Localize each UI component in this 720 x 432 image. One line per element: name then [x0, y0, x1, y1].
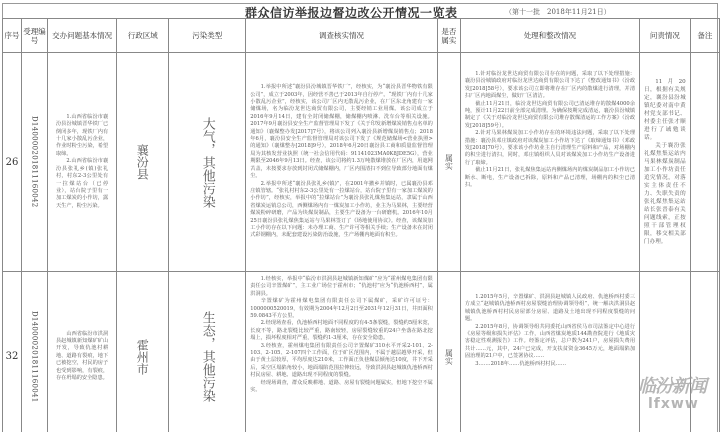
page-title: 群众信访举报边督边改公开情况一览表 — [245, 6, 458, 20]
investigation-para: 辛置煤矿为霍州煤电集团有限责任公司下属煤矿，采矿许可证号：1000000520019，有效期为2004年12月2日至2031年12月31日，井田面积59.0843平方公里。 — [250, 298, 433, 320]
investigation-para: 3.经核查，霍州煤电集团有限责任公司辛置煤矿310水平开采2-101、2-103、2-105、2-107四个工作面，位于矿区范围内，不属于越层越界开采，但由于黄土层较厚，平均厚度达210米，工作面正负巷煤层倾角达10度，井下开采后，采空区塌陷角较小，地面塌陷范围拉伸较远，导致洪洞县赵城镇仇池桥西村村民房屋、耕地、道路出现不同程度的裂缝。 — [250, 342, 433, 379]
document-header — [0, 4, 720, 20]
row-ptype-cell — [169, 272, 246, 432]
row-accountability — [640, 272, 691, 432]
row-pollution-type: 生态，其他污染 — [199, 311, 215, 402]
row-region: 襄汾县 — [135, 144, 150, 180]
handling-para: 3.……2018年……仇池桥西村村民…… — [475, 360, 567, 367]
handling-para: 1.2015年5月，辛置煤矿、洪洞县赵城镇人民政府、仇池桥西村委三方成立“赵城镇仇池桥西村房屋裂缝治理协调领导组”，统一解决洪洞县赵城镇仇池桥西村村民房屋部分房屋、道路及土地出现不同程度裂缝的问题。 — [464, 294, 636, 323]
handling-para: 2.针对马果林煤炭加工小作坊存在的环境违法问题，采取了以下处理措施：襄汾县邓庄镇政府对该煤炭加工小作坊下达了《取缔通知书》（邓政发[2018]70号），要求该小作坊业主自行清理生产原料和产品，对场棚内的积尘进行清扫，同时，邓庄镇组织人员对该煤炭加工小作坊生产设备进行了取缔。 — [464, 130, 636, 166]
handling-para: 2.2015年8月，协调领导组共同委托山西省侯马市司法鉴定中心进行《房屋等级和损失评估》工作，山西省煤炭地质144勘查院进行《地质灾害稳定性观测报告》工作。经鉴定评估，总户数为241户，房屋损失费用共计……元，其中，24户已完成，开支扶贫资金3645万元，地面塌陷加固治理的21户中，已签署协议…… — [464, 323, 636, 360]
row-remark — [690, 272, 719, 432]
row-code-cell — [22, 53, 48, 272]
row-region: 霍州市 — [135, 338, 150, 375]
row-region-cell — [117, 272, 169, 432]
verified-text: 属实 — [444, 154, 454, 170]
row-handling — [460, 272, 639, 432]
table-row — [3, 272, 720, 432]
row-seq: 26 — [3, 53, 22, 272]
row-investigation — [246, 272, 438, 432]
issue-para: 1.山西省临汾市襄汾县汾城镇晋华铁厂已倒闭多年，现铁厂内有十几家小散乱污企业，作业时粉尘污染，希望取缔。 — [55, 113, 109, 157]
row-issue — [47, 272, 116, 432]
table-header-row — [3, 19, 720, 53]
handling-para: 截止11月21日，张礼煤焦集运站内侧煤场内的煤炭制品加工小作坊已断水、断电，生产设备已拆除，原料和产品已清理，场棚内的积尘已清扫。 — [464, 167, 636, 189]
row-code: D140000201811160042 — [30, 116, 39, 208]
verified-text: 属实 — [444, 348, 454, 365]
issue-para: 2.山西省临汾市襄汾县张礼乡(镇)张礼村，村东2-3公里处有一拉煤站台（已停业），站台院子里有一加工煤炭的小作坊，露天生产，粉尘污染。 — [55, 158, 109, 209]
header-issue: 交办问题基本情况 — [47, 19, 116, 53]
handling-para: 1.针对临汾龙世达商贸有限公司存在的问题，采取了以下处理措施：襄汾县汾城镇政府对临汾龙世达商贸有限公司下达了《整改通知书》（汾政发[2018]58号），要求该公司立即将堆存在厂区内的散煤进行清理，并清扫厂区内地面煤尘，做好厂区清洁。 — [464, 71, 636, 100]
accountability-para: 11月20日，根据有关规定，襄汾县汾城镇纪委对南中黄村党支部书记、村委主任张才顺进行了诫勉谈话。 — [644, 79, 686, 141]
issue-para: 山西省临汾市洪洞县赵城镇新知煤矿矿山开发，导致仇池村耕地、道路有裂痕，地下已被挖空，村民的房子也受到影响，有裂痕，存在坍塌的安全隐患。 — [55, 330, 109, 382]
row-handling — [460, 53, 639, 272]
header-pollution-type: 污染类型 — [169, 19, 246, 53]
header-seq: 序号 — [3, 19, 22, 53]
header-region: 行政区域 — [117, 19, 169, 53]
header-code: 受理编号 — [22, 19, 48, 53]
row-seq: 32 — [3, 272, 22, 432]
header-remark: 备注 — [690, 19, 719, 53]
watermark-url: lfxww — [648, 396, 699, 412]
watermark-logo: 临汾新闻 — [638, 376, 706, 397]
header-verified: 是否属实 — [437, 19, 460, 53]
row-accountability — [640, 53, 691, 272]
investigation-para: 1.举报中所述“襄汾县汾城镇晋华铁厂”，经核实，为“襄汾县晋华物铁有限公司”，成立于2003年，因经营不善已于2013年自行停产。“现铁厂内有十几家小散乱污企业”，经核实，该公司厂区内无散乱污企业，在厂区东北角建有一家储煤场，名为临汾龙世达商贸有限公司，主要经销工业用煤。该公司成立于2016年9月14日，建有全封闭储煤棚，储煤棚内喷淋、洗车台等相关设施。2017年9月襄汾县安全生产监督管理局下发了《关于印发新增煤炭销售点名单的通知》（襄煤整办发[2017]7号），将该公司列入襄汾县新增煤炭销售点；2018年6月，襄汾县安全生产监督管理局对该公司下发了《规范储煤场<营业执照>的通知》（襄煤整办[2018]9号），2018年6月20日襄汾县工商和质量监督管理局为其核发营业执照（统一社会信用代码：91141023MA0K8JDE5G），营业期限至2046年9月13日。经查，该公司将约1.3万吨散煤堆放在厂区内，用遮网苫盖，未按要求存放到封闭式储煤棚内，厂区内围清扫不到位导致部分地面有煤尘。 — [250, 84, 433, 180]
row-code: D140000201811160041 — [30, 310, 39, 403]
row-verified — [437, 53, 460, 272]
investigation-para: 2.举报中所述“襄汾县张礼乡(镇)”，在2001年撤乡并镇时，已属襄汾县邓庄镇管辖。“张礼村村东2-3公里处有一拉煤站台，站台院子里有一家加工煤炭的小作坊”，经核实，举报中的“拉煤站台”为襄汾县张礼煤焦集运站，隶属于山西省煤炭运销总公司，西侧煤场内有一煤炭加工小作坊，业主为马果林，主要经营煤炭粉碎研磨，产品为块煤炭制品，主要生产设备为一台研磨机。2016年10月25日襄汾县张礼煤焦集运站与马果林签订了《场地使用协议》。经查，该煤炭加工小作坊存在以下问题：未办理工商、生产许可等相关手续；生产设备未在封闭式彩钢棚内，未配套建设污染防治设施，生产场棚内地面有积尘。 — [250, 180, 433, 239]
batch-date: （第十一批 2018年11月21日） — [505, 8, 611, 16]
row-code-cell — [22, 272, 48, 432]
row-region-cell — [117, 53, 169, 272]
header-accountability: 问责情况 — [640, 19, 691, 53]
row-issue — [47, 53, 116, 272]
row-verified — [437, 272, 460, 432]
investigation-para: 2.经现场查看，仇池桥西村地面不同程度的有4-5条裂缝，裂缝约5厘米宽，长度不等，路北裂缝比较严重，路南较轻，房屋裂缝较重的24户坐落在路北挖塌上，损坏程度相对严重，裂缝约1-3厘米，存在安全隐患。 — [250, 320, 433, 342]
disclosure-table — [2, 18, 720, 432]
table-row — [3, 53, 720, 272]
row-investigation — [246, 53, 438, 272]
header-handling: 处理和整改情况 — [460, 19, 639, 53]
handling-para: 截止11月21日，临汾龙世达商贸有限公司已清运堆存的散煤4000余吨，预计11月22日前全部完成清理。为确保按期完成清运，襄汾县汾城镇制定了《关于对临汾龙世达商贸有限公司堆存散煤清运的工作方案》（汾政发[2018]59号）。 — [464, 100, 636, 129]
header-investigation: 调查核实情况 — [246, 19, 438, 53]
row-ptype-cell — [169, 53, 246, 272]
row-pollution-type: 大气，其他污染 — [199, 116, 215, 208]
investigation-para: 经现场调查，群众反映耕地、道路、房屋有裂缝问题属实，但地下挖空不属实。 — [250, 379, 433, 394]
row-remark — [690, 53, 719, 272]
investigation-para: 1.经核实，举报中“临汾市洪洞县赵城镇新知煤矿”应为“霍州煤电集团有限责任公司辛置煤矿”，主工业广场位于霍州市；“仇池村”应为“仇池桥西村”，属洪洞县。 — [250, 276, 433, 297]
accountability-para: 关于襄汾张礼煤焦集运站内马果林煤炭制品加工小作坊责任追究情况，对落实主体责任不力、失职失责的张礼煤焦集运站站长张晋泰有关问题线索，正按照干部管理权限，移交相关部门办理。 — [644, 143, 686, 245]
